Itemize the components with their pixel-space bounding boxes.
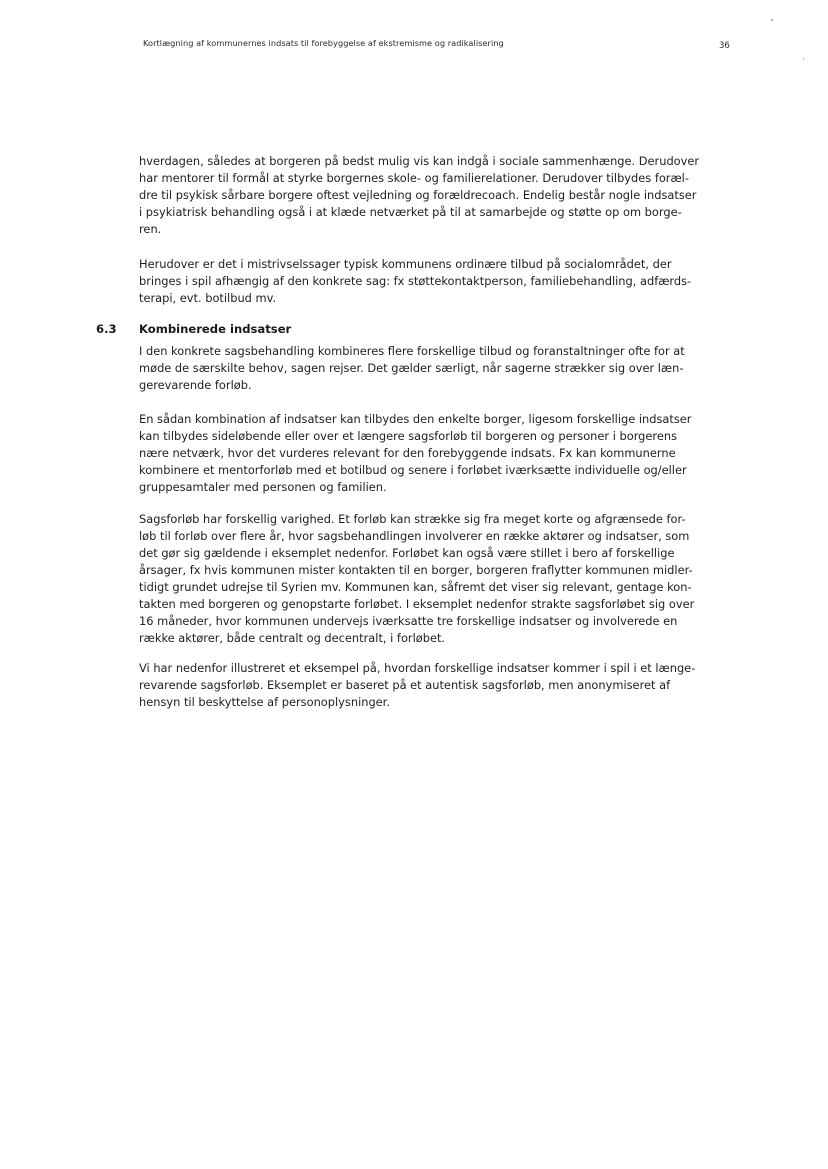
text-line: Vi har nedenfor illustreret et eksempel på, hvordan forskellige indsatser kommer i spil i et længe-	[139, 661, 696, 675]
text-line: hverdagen, således at borgeren på bedst mulig vis kan indgå i sociale sammenhænge. Derudover	[139, 154, 700, 168]
text-line: revarende sagsforløb. Eksemplet er baseret på et autentisk sagsforløb, men anonymiseret af	[139, 678, 671, 692]
text-line: det gør sig gældende i eksemplet nedenfor. Forløbet kan også være stillet i bero af forskellige	[139, 546, 675, 560]
text-line: række aktører, både centralt og decentralt, i forløbet.	[139, 631, 446, 645]
text-line: møde de særskilte behov, sagen rejser. Det gælder særligt, når sagerne strækker sig over læn-	[139, 361, 684, 375]
paragraph	[139, 256, 739, 307]
text-line: i psykiatrisk behandling også i at klæde netværket på til at samarbejde og støtte op om borge-	[139, 205, 682, 219]
paragraph	[139, 153, 739, 238]
text-line: har mentorer til formål at styrke borgernes skole- og familierelationer. Derudover tilbydes foræl-	[139, 171, 689, 185]
text-line: gerevarende forløb.	[139, 378, 252, 392]
text-line: ren.	[139, 222, 162, 236]
text-line: tidigt grundet udrejse til Syrien mv. Kommunen kan, såfremt det viser sig relevant, gentage kon-	[139, 580, 692, 594]
section-title: Kombinerede indsatser	[139, 322, 292, 336]
section-number: 6.3	[96, 322, 117, 336]
text-line: årsager, fx hvis kommunen mister kontakten til en borger, borgeren fraflytter kommunen midler-	[139, 563, 693, 577]
text-line: dre til psykisk sårbare borgere oftest vejledning og forældrecoach. Endelig består nogle indsatser	[139, 188, 697, 202]
paragraph	[139, 343, 739, 394]
text-line: kombinere et mentorforløb med et botilbud og senere i forløbet iværksætte individuelle og/eller	[139, 463, 687, 477]
text-line: terapi, evt. botilbud mv.	[139, 291, 277, 305]
text-line: bringes i spil afhængig af den konkrete sag: fx støttekontaktperson, familiebehandling, adfærds-	[139, 274, 692, 288]
text-line: løb til forløb over flere år, hvor sagsbehandlingen involverer en række aktører og indsatser, som	[139, 529, 690, 543]
text-line: takten med borgeren og genopstarte forløbet. I eksemplet nedenfor strakte sagsforløbet sig over	[139, 597, 695, 611]
running-header: Kortlægning af kommunernes indsats til forebyggelse af ekstremisme og radikalisering	[143, 38, 504, 48]
scan-speck	[803, 58, 804, 60]
text-line: Sagsforløb har forskellig varighed. Et forløb kan strække sig fra meget korte og afgrænsede for-	[139, 512, 686, 526]
paragraph	[139, 411, 739, 496]
text-line: Herudover er det i mistrivselssager typisk kommunens ordinære tilbud på socialområdet, der	[139, 257, 672, 271]
text-line: gruppesamtaler med personen og familien.	[139, 480, 387, 494]
paragraph	[139, 660, 739, 711]
text-line: En sådan kombination af indsatser kan tilbydes den enkelte borger, ligesom forskellige indsatser	[139, 412, 692, 426]
page-number: 36	[719, 41, 730, 51]
paragraph	[139, 511, 739, 647]
text-line: I den konkrete sagsbehandling kombineres flere forskellige tilbud og foranstaltninger ofte for at	[139, 344, 685, 358]
text-line: nære netværk, hvor det vurderes relevant for den forebyggende indsats. Fx kan kommunerne	[139, 446, 676, 460]
text-line: kan tilbydes sideløbende eller over et længere sagsforløb til borgeren og personer i borgerens	[139, 429, 678, 443]
scan-speck	[771, 19, 773, 21]
text-line: 16 måneder, hvor kommunen undervejs iværksatte tre forskellige indsatser og involverede en	[139, 614, 678, 628]
text-line: hensyn til beskyttelse af personoplysninger.	[139, 695, 390, 709]
